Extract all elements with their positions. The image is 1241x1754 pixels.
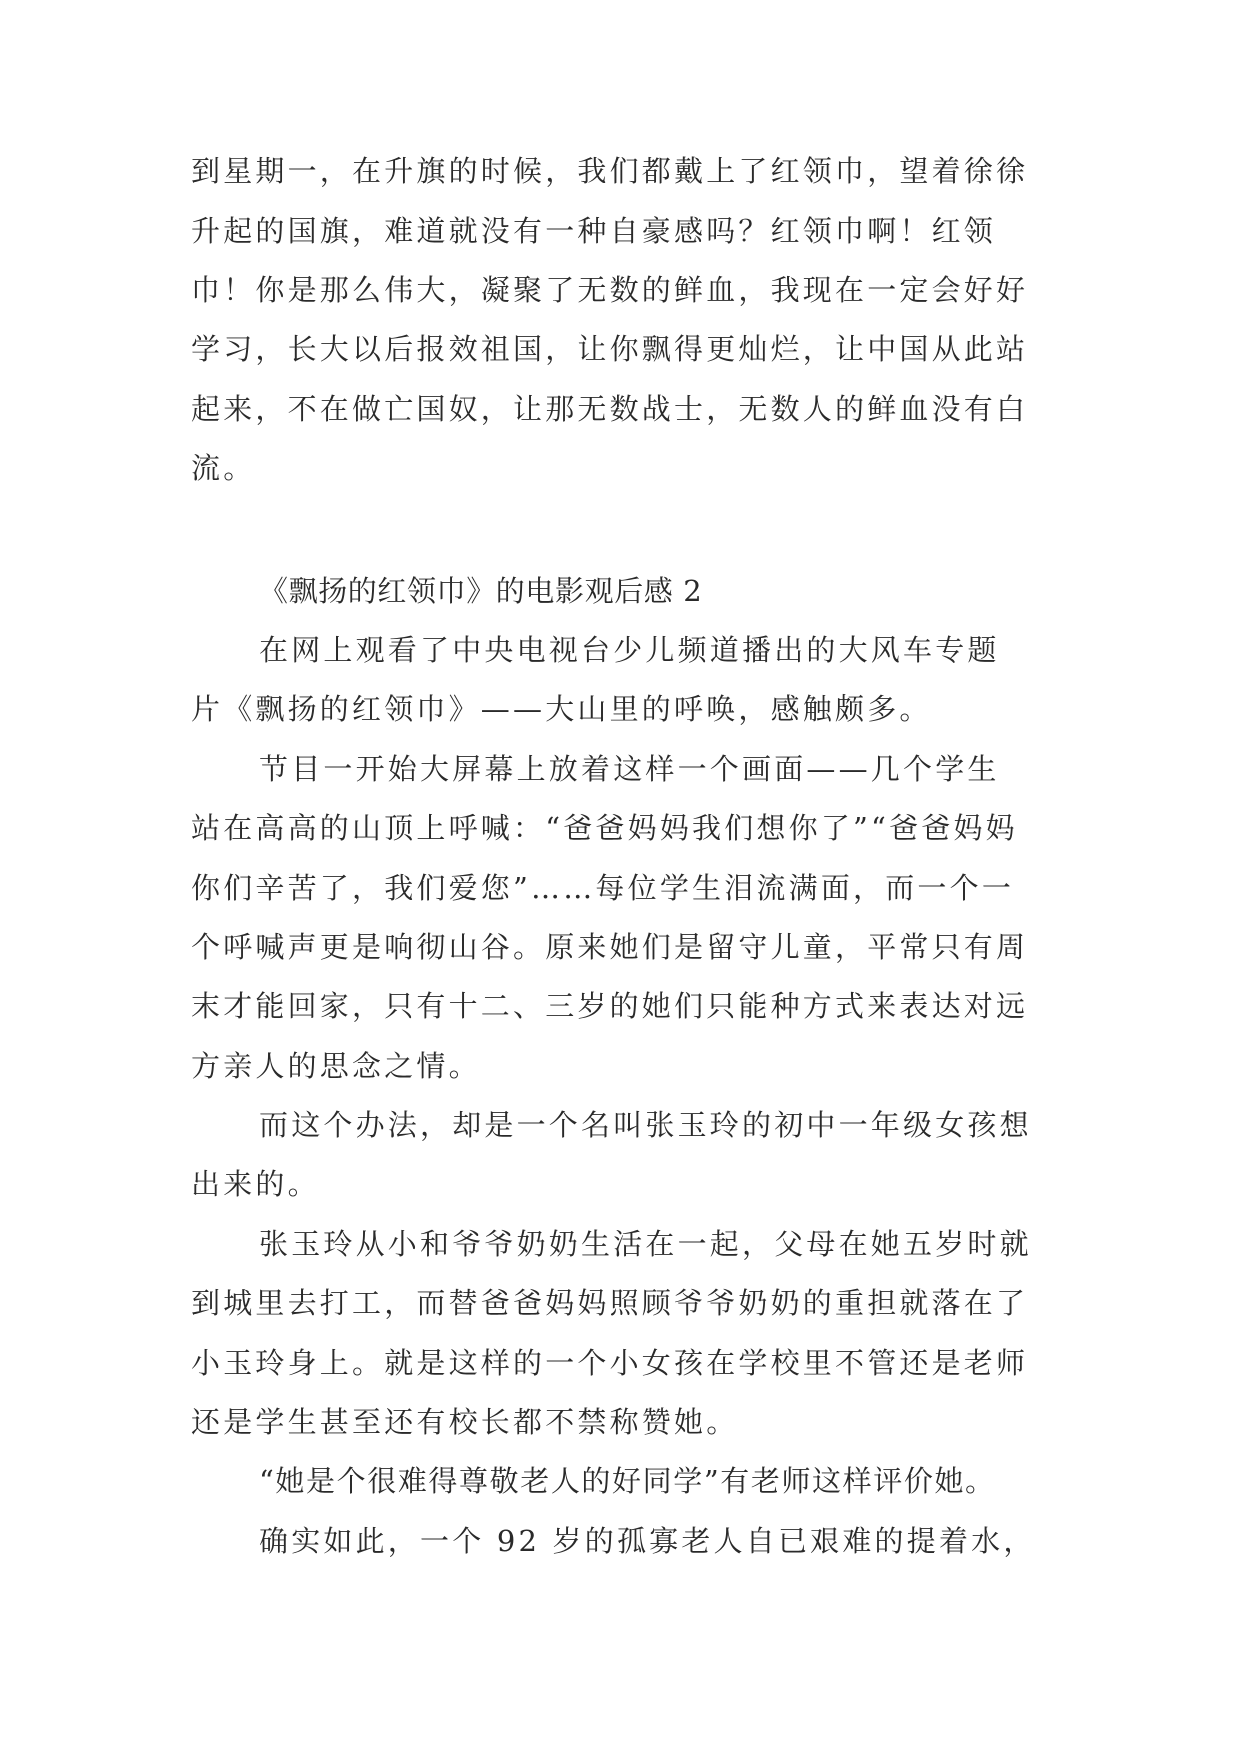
paragraph-line: 站在高高的山顶上呼喊：“爸爸妈妈我们想你了”“爸爸妈妈 [191,811,1018,845]
paragraph-line: 升起的国旗，难道就没有一种自豪感吗？红领巾啊！红领 [191,214,997,248]
paragraph-line: 小玉玲身上。就是这样的一个小女孩在学校里不管还是老师 [191,1346,1029,1380]
paragraph-line: 片《飘扬的红领巾》——大山里的呼唤，感触颇多。 [191,692,932,726]
paragraph-line: “她是个很难得尊敬老人的好同学”有老师这样评价她。 [259,1464,996,1498]
paragraph-line: 你们辛苦了，我们爱您”……每位学生泪流满面，而一个一 [191,871,1015,905]
paragraph-line: 在网上观看了中央电视台少儿频道播出的大风车专题 [259,633,1000,667]
paragraph-line: 流。 [191,451,256,485]
paragraph-line: 张玉玲从小和爷爷奶奶生活在一起，父母在她五岁时就 [259,1227,1032,1261]
paragraph-line: 出来的。 [191,1167,320,1201]
paragraph-line: 巾！你是那么伟大，凝聚了无数的鲜血，我现在一定会好好 [191,273,1029,307]
paragraph-line: 确实如此，一个 92 岁的孤寡老人自已艰难的提着水， [259,1524,1036,1558]
paragraph-line: 起来，不在做亡国奴，让那无数战士，无数人的鲜血没有白 [191,392,1029,426]
paragraph-line: 到星期一，在升旗的时候，我们都戴上了红领巾，望着徐徐 [191,154,1029,188]
paragraph-line: 而这个办法，却是一个名叫张玉玲的初中一年级女孩想 [259,1108,1032,1142]
paragraph-line: 学习，长大以后报效祖国，让你飘得更灿烂，让中国从此站 [191,332,1029,366]
section-title: 《飘扬的红领巾》的电影观后感 2 [259,574,703,608]
paragraph-line: 还是学生甚至还有校长都不禁称赞她。 [191,1405,739,1439]
paragraph-line: 节目一开始大屏幕上放着这样一个画面——几个学生 [259,752,1000,786]
paragraph-line: 方亲人的思念之情。 [191,1049,481,1083]
paragraph-line: 末才能回家，只有十二、三岁的她们只能种方式来表达对远 [191,989,1029,1023]
paragraph-line: 个呼喊声更是响彻山谷。原来她们是留守儿童，平常只有周 [191,930,1029,964]
paragraph-line: 到城里去打工，而替爸爸妈妈照顾爷爷奶奶的重担就落在了 [191,1286,1029,1320]
